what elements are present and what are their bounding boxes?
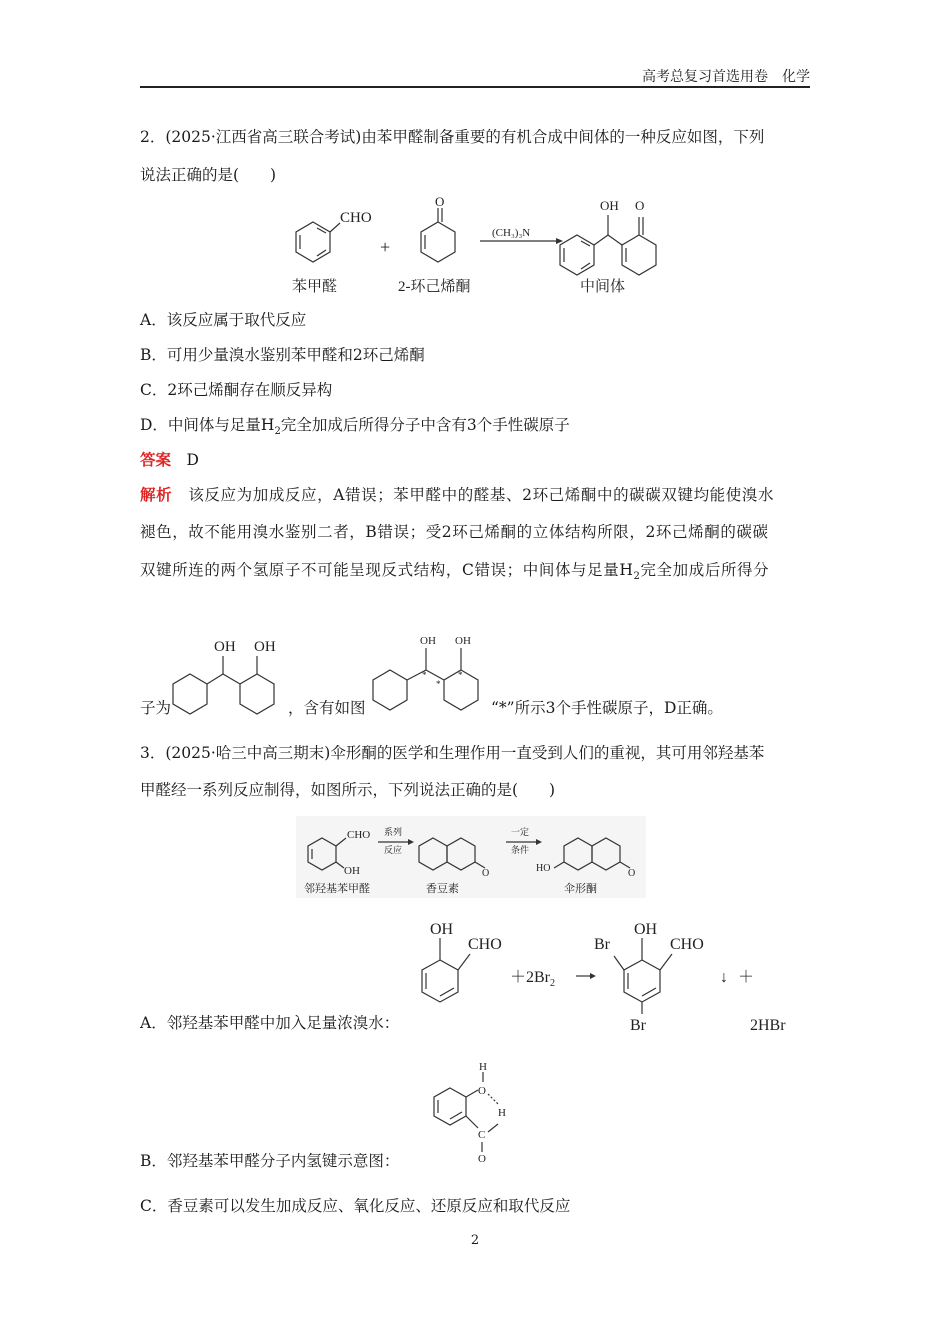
ketone-o-label: O: [435, 194, 445, 209]
q3-label2: 香豆素: [426, 883, 459, 895]
saturated-product-structure: [168, 632, 288, 722]
q2-option-c: C．2环己烯酮存在顺反异构: [140, 381, 333, 399]
q3-option-a-equation: [410, 912, 810, 1036]
label-benzaldehyde: 苯甲醛: [292, 279, 338, 295]
header-divider: [140, 86, 810, 88]
eq-precipitate: ↓: [720, 969, 728, 986]
arrow2-top: 一定: [511, 827, 530, 837]
umbelliferone-o: O: [628, 868, 636, 879]
star-1: *: [422, 670, 427, 680]
q3-option-c: C．香豆素可以发生加成反应、氧化反应、还原反应和取代反应: [140, 1197, 571, 1215]
q3-oh: OH: [344, 865, 360, 877]
q3-cho: CHO: [347, 829, 371, 841]
intermediate-structure: [560, 198, 656, 275]
q2-analysis-line2: 褪色，故不能用溴水鉴别二者，B错误；受2环己烯酮的立体结构所限，2环己烯酮的碳碳: [140, 523, 769, 541]
oh-label-1: OH: [214, 639, 236, 655]
chiral-carbon-structure: [368, 630, 488, 720]
star-3: *: [458, 670, 463, 680]
q2-option-a: A．该反应属于取代反应: [140, 311, 307, 329]
arrow1-bottom: 反应: [384, 845, 403, 855]
hb-h-top: H: [479, 1061, 487, 1073]
q2-analysis-line4c: “*”所示3个手性碳原子，D正确。: [491, 699, 723, 717]
eq-plus: ＋: [738, 969, 755, 986]
arrow2-bottom: 条件: [511, 845, 530, 855]
hb-h-right: H: [498, 1107, 506, 1119]
arrow1-top: 系列: [384, 827, 403, 837]
eq-cho: CHO: [468, 936, 502, 953]
plus-sign: +: [380, 237, 391, 257]
q2-reaction-scheme: [280, 195, 660, 305]
label-cyclohexenone: 2-环己烯酮: [398, 279, 471, 295]
eq-oh: OH: [430, 921, 454, 938]
q2-stem-line2: 说法正确的是( ): [140, 166, 277, 184]
coumarin-o: O: [482, 868, 490, 879]
q2-analysis-line4b: ，含有如图: [288, 699, 366, 717]
eq-product-cho: CHO: [670, 936, 704, 953]
oh-label-small-2: OH: [455, 635, 471, 647]
hb-c: C: [478, 1129, 486, 1141]
q3-label3: 伞形酮: [564, 883, 597, 895]
q3-label1: 邻羟基苯甲醛: [304, 883, 370, 895]
q2-analysis-line1: 解析 该反应为加成反应，A错误；苯甲醛中的醛基、2环己烯酮中的碳碳双键均能使溴水: [140, 485, 775, 504]
cho-label: CHO: [340, 210, 372, 226]
q2-option-b: B．可用少量溴水鉴别苯甲醛和2环己烯酮: [140, 346, 425, 364]
q2-stem-line1: 2．(2025·江西省高三联合考试)由苯甲醛制备重要的有机合成中间体的一种反应如图，下列: [140, 128, 765, 146]
eq-product-oh: OH: [634, 921, 658, 938]
q2-analysis-line3: 双键所连的两个氢原子不可能呈现反式结构，C错误；中间体与足量$H_2$完全加成后所得分: [140, 561, 770, 583]
oh-label-small-1: OH: [420, 635, 436, 647]
page-number: 2: [470, 1233, 480, 1248]
oh-label-2: OH: [254, 639, 276, 655]
benzaldehyde-structure: [296, 210, 372, 262]
q3-stem-line2: 甲醛经一系列反应制得，如图所示，下列说法正确的是( ): [140, 781, 556, 799]
umbelliferone-ho: HO: [536, 863, 551, 874]
q2-answer: 答案 D: [140, 450, 199, 469]
hb-o-bottom: O: [478, 1153, 486, 1165]
eq-br-bottom: Br: [630, 1017, 646, 1034]
q2-option-d: D．中间体与足量$H_2$完全加成后所得分子中含有3个手性碳原子: [140, 416, 570, 438]
reagent-label: (CH₃)₃N: [492, 227, 531, 239]
intermediate-o-label: O: [635, 198, 645, 213]
oh-label: OH: [600, 198, 619, 213]
star-2: *: [436, 679, 441, 689]
q3-option-a: A．邻羟基苯甲醛中加入足量浓溴水：: [140, 1014, 400, 1032]
hb-o-top: O: [478, 1085, 486, 1097]
q3-stem-line1: 3．(2025·哈三中高三期末)伞形酮的医学和生理作用一直受到人们的重视，其可用邻羟基苯: [140, 744, 765, 762]
q3-reaction-scheme: [296, 816, 646, 898]
cyclohexenone-structure: [421, 194, 455, 262]
q3-option-b: B．邻羟基苯甲醛分子内氢键示意图：: [140, 1152, 400, 1170]
q2-analysis-line4a: 子为: [140, 699, 172, 717]
eq-hbr: 2HBr: [750, 1017, 786, 1034]
label-intermediate: 中间体: [580, 279, 626, 295]
q3-option-b-hbond-structure: [420, 1058, 520, 1168]
header-title: 高考总复习首选用卷 化学: [642, 69, 810, 85]
eq-plus-br: $+2Br_2$: [510, 969, 556, 989]
eq-br-top: Br: [594, 936, 610, 953]
